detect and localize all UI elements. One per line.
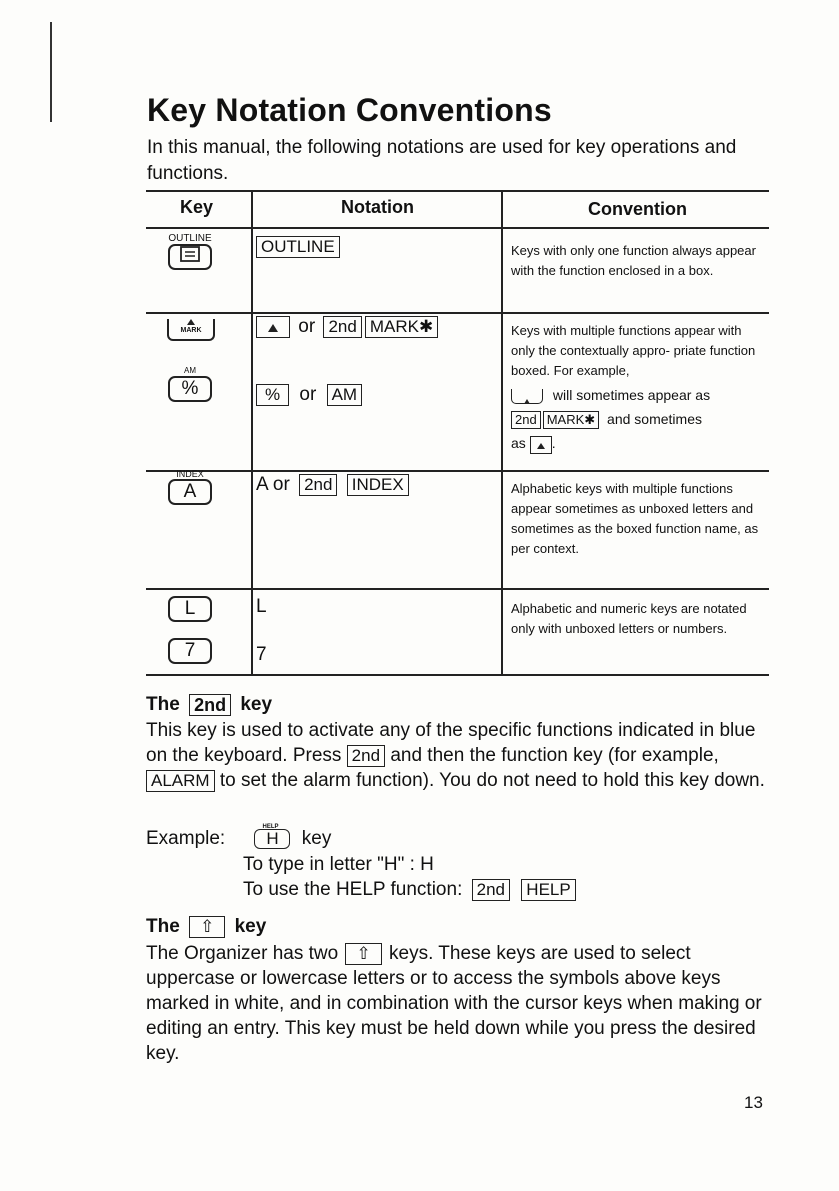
7-key-cap: 7 xyxy=(168,638,212,664)
l-key-cap: L xyxy=(168,596,212,622)
help-key-label: HELP xyxy=(262,824,279,830)
notation-mark xyxy=(256,316,438,338)
index-key-box: INDEX xyxy=(347,474,409,496)
outline-icon xyxy=(168,244,212,270)
second-key-body xyxy=(146,718,766,793)
convention-alpha-numeric: Alphabetic and numeric keys are notated only with unboxed letters or numbers. xyxy=(511,601,747,636)
header-convention: Convention xyxy=(588,199,687,219)
l-key-illustration xyxy=(168,596,212,622)
convention-text: as xyxy=(511,435,526,452)
convention-example-line xyxy=(511,385,761,405)
2nd-key-box: 2nd xyxy=(347,745,385,767)
table-col-rule xyxy=(251,190,253,675)
header-key: Key xyxy=(180,197,214,217)
second-key-heading xyxy=(146,692,766,717)
page-title: Key Notation Conventions xyxy=(147,92,552,128)
up-arrow-key-box xyxy=(256,316,290,338)
mark-key-box: MARK✱ xyxy=(543,411,599,429)
percent-key-illustration xyxy=(168,366,212,402)
table-row-rule xyxy=(146,312,769,314)
2nd-key-box: 2nd xyxy=(299,474,337,496)
page-number: 13 xyxy=(744,1093,763,1112)
mark-key-cap xyxy=(167,319,215,341)
notation-7: 7 xyxy=(256,644,267,665)
convention-text: will sometimes appear as xyxy=(552,387,711,403)
body-text: This key is used to activate any of the specific functions indicated in blue on the keyboard. Press xyxy=(146,720,756,766)
intro-paragraph: In this manual, the following notations are used for key operations and functions. xyxy=(147,137,737,184)
body-text: and then the function key (for example, xyxy=(390,745,719,766)
help-key-box: HELP xyxy=(521,879,575,901)
example-key-word: key xyxy=(301,828,332,849)
up-arrow-icon xyxy=(187,319,195,325)
outline-key-illustration xyxy=(168,234,212,270)
convention-text: Keys with multiple functions appear with only the contextually appro- priate function boxed. For example, xyxy=(511,323,756,378)
2nd-key-box: 2nd xyxy=(189,694,231,716)
heading-key: key xyxy=(234,916,267,937)
2nd-key-box: 2nd xyxy=(472,879,510,901)
body-text: The Organizer has two xyxy=(146,943,339,964)
index-key-label: INDEX xyxy=(176,469,204,479)
7-key-illustration xyxy=(168,638,212,664)
outline-key-label: OUTLINE xyxy=(168,233,212,244)
notation-index xyxy=(256,474,409,496)
table-bottom-rule xyxy=(146,674,769,676)
a-key-cap: A xyxy=(168,479,212,505)
margin-line xyxy=(50,22,52,122)
shift-key-body xyxy=(146,941,766,1066)
convention-example-line xyxy=(511,409,761,429)
convention-example-line xyxy=(511,433,761,453)
convention-single-function: Keys with only one function always appear with the function enclosed in a box. xyxy=(511,243,756,278)
heading-the: The xyxy=(146,694,180,715)
mark-key-small-icon xyxy=(511,389,543,404)
header-notation: Notation xyxy=(341,197,414,217)
h-key-cap: H xyxy=(254,829,290,849)
body-text: keys. These keys are used to select uppercase or lowercase letters or to access the symbols above keys marked in white, and in combination with the cursor keys when making or editing an entry. This key must be held down while you press the desired key. xyxy=(146,943,762,1064)
notation-l: L xyxy=(256,596,267,617)
shift-key-box xyxy=(189,916,225,938)
table-row-rule xyxy=(146,588,769,590)
example-help-line xyxy=(243,877,763,902)
mark-key-illustration xyxy=(167,318,215,341)
notation-a-or: A or xyxy=(256,474,290,496)
example-line xyxy=(146,826,766,851)
example-type-line: To type in letter "H" : H xyxy=(243,854,434,875)
help-function-text: To use the HELP function: xyxy=(243,879,463,900)
table-row-rule xyxy=(146,470,769,472)
or-text: or xyxy=(298,316,316,338)
shift-key-box xyxy=(345,943,381,965)
convention-multi-function xyxy=(511,321,761,454)
percent-key-cap: % xyxy=(168,376,212,402)
2nd-key-box: 2nd xyxy=(323,316,361,338)
heading-key: key xyxy=(240,694,273,715)
up-arrow-key-box xyxy=(530,436,552,454)
convention-text: and sometimes xyxy=(607,411,702,427)
percent-key-box: % xyxy=(256,384,289,406)
2nd-key-box: 2nd xyxy=(511,411,541,429)
table-top-rule xyxy=(146,190,769,192)
notation-outline xyxy=(256,236,340,258)
or-text: or xyxy=(299,384,317,406)
am-key-box: AM xyxy=(327,384,363,406)
table-col-rule xyxy=(501,190,503,675)
convention-text: . xyxy=(551,435,556,452)
up-arrow-icon xyxy=(268,324,278,332)
table-header-rule xyxy=(146,227,769,229)
mark-key-box: MARK✱ xyxy=(365,316,438,338)
heading-the: The xyxy=(146,916,180,937)
alarm-key-box: ALARM xyxy=(146,770,215,792)
body-text: to set the alarm function). You do not need to hold this key down. xyxy=(219,770,765,791)
notation-percent xyxy=(256,384,362,406)
a-key-illustration xyxy=(168,469,212,505)
shift-key-heading xyxy=(146,914,766,939)
mark-key-label: MARK xyxy=(180,327,202,334)
h-key-illustration xyxy=(254,826,290,851)
example-label: Example: xyxy=(146,828,226,849)
shift-arrow-icon: ⇧ xyxy=(200,916,215,936)
shift-arrow-icon: ⇧ xyxy=(356,943,371,963)
outline-key-box: OUTLINE xyxy=(256,236,340,258)
am-key-label: AM xyxy=(184,366,196,375)
up-arrow-icon xyxy=(537,443,545,449)
up-arrow-icon xyxy=(524,399,530,404)
convention-alpha-multi: Alphabetic keys with multiple functions appear sometimes as unboxed letters and sometimes as the boxed function name, as per context. xyxy=(511,481,759,556)
